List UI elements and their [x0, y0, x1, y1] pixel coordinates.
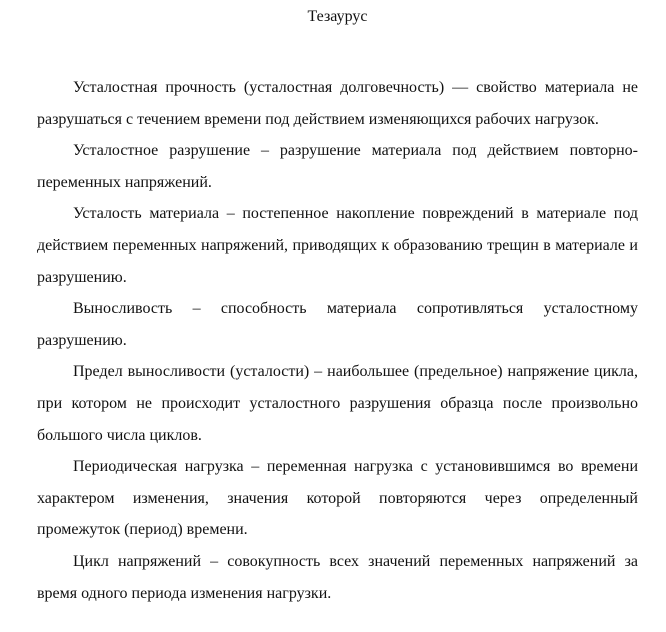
- definition-endurance-limit: Предел выносливости (усталости) – наибольшее (предельное) напряжение цикла, при котором не происходит усталостного разрушения образца после произвольно большого числа циклов.: [37, 363, 638, 444]
- definition-endurance: Выносливость – способность материала сопротивляться усталостному разрушению.: [37, 300, 638, 349]
- definition-fatigue-strength: Усталостная прочность (усталостная долговечность) — свойство материала не разрушаться с течением времени под действием изменяющихся рабочих нагрузок.: [37, 79, 638, 128]
- definition-periodic-load: Периодическая нагрузка – переменная нагрузка с установившимся во времени характером изменения, значения которой повторяются через определенный промежуток (период) времени.: [37, 458, 638, 539]
- definition-material-fatigue: Усталость материала – постепенное накопление повреждений в материале под действием переменных напряжений, приводящих к образованию трещин в материале и разрушению.: [37, 205, 638, 286]
- document-title: Тезаурус: [307, 8, 368, 25]
- definition-fatigue-failure: Усталостное разрушение – разрушение материала под действием повторно-переменных напряжений.: [37, 142, 638, 191]
- definition-list: [37, 72, 638, 609]
- definition-stress-cycle: Цикл напряжений – совокупность всех значений переменных напряжений за время одного периода изменения нагрузки.: [37, 552, 638, 602]
